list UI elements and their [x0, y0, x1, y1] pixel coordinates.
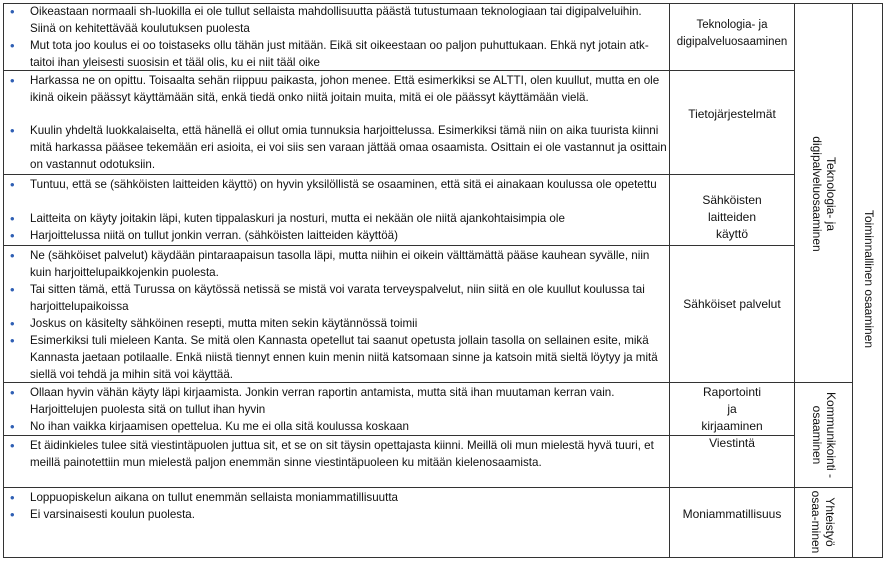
- quote-item: • Loppuopiskelun aikana on tullut enemmän sellaista moniammatillisuutta: [8, 489, 668, 506]
- group-label-cooperation: Yhteistyö osaa-minen: [809, 490, 837, 554]
- quote-item: • Ei varsinaisesti koulun puolesta.: [8, 506, 668, 523]
- quote-item: • Kuulin yhdeltä luokkalaiselta, että hänellä ei ollut omia tunnuksia harjoittelussa. Esimerkiksi tämä niin on aika tuurista kiinni mitä harkassa pääsee tekemään eri asioita, ei voi siis sen varaan jättää omaa osaamista. Osittain ei ole vastannut ja osittain on vastannut odotuksiin.: [8, 122, 668, 173]
- quote-item: • Et äidinkieles tulee sitä viestintäpuolen juttua sit, et se on sit täysin opettajasta kiinni. Meillä oli mun mielestä hyvä tuuri, et meillä painotettiin mun mielestä paljon enemmän sinne viestintäpuoleen ku mitään kielenosaamista.: [8, 437, 668, 471]
- quote-item: • Oikeastaan normaali sh-luokilla ei ole tullut sellaista mahdollisuutta päästä tutustumaan teknologiaan tai digipalveluihin. Siinä on kehitettävää koulutuksen puolesta: [8, 3, 668, 37]
- category-label: Sähköiset palvelut: [683, 297, 781, 311]
- column-divider-categories: [794, 3, 795, 558]
- quote-item: • No ihan vaikka kirjaamisen opettelua. Ku me ei olla sitä koulussa koskaan: [8, 418, 668, 435]
- column-divider-groups: [852, 3, 853, 558]
- row-divider: [3, 174, 795, 175]
- quote-item: • Tuntuu, että se (sähköisten laitteiden käyttö) on hyvin yksilöllistä se osaaminen, että sitä ei ainakaan koulussa ole opetettu: [8, 176, 668, 193]
- quote-item: • Esimerkiksi tuli mieleen Kanta. Se mitä olen Kannasta opetellut tai saanut opetusta jollain tasolla on sellainen esite, mikä Kannasta jaetaan potilaalle. Enkä niistä tiennyt ennen kuin menin niitä katsomaan sinne ja katsoin mitä sieltä löytyy ja mitä siellä voi tehdä ja mihin sitä voi käyttää.: [8, 332, 668, 383]
- category-label: Viestintä: [709, 436, 755, 450]
- quote-item: • Harkassa ne on opittu. Toisaalta sehän riippuu paikasta, johon menee. Että esimerkiksi se ALTTI, olen kuullut, mutta en ole ikinä oikein päässyt käyttämään sitä, enkä tiedä onko niitä joitain muita, mitä ei ole päässyt käyttämään vielä.: [8, 72, 668, 106]
- category-label: Moniammatillisuus: [682, 507, 782, 521]
- row-divider: [3, 487, 795, 488]
- column-divider-quotes: [669, 3, 670, 558]
- quote-item: • Joskus on käsitelty sähköinen resepti, mutta miten sekin käytännössä toimii: [8, 315, 668, 332]
- category-label: Tietojärjestelmät: [688, 107, 776, 121]
- quote-item: • Ollaan hyvin vähän käyty läpi kirjaamista. Jonkin verran raportin antamista, mutta sitä ihan muutaman kerran vain. Harjoittelujen puolesta sitä on tullut ihan hyvin: [8, 384, 668, 418]
- quote-item: • Laitteita on käyty joitakin läpi, kuten tippalaskuri ja nosturi, mutta ei nekään ole niitä ajankohtaisimpia ole: [8, 210, 668, 227]
- outer-label-functional-competence: Toiminnallinen osaaminen: [862, 209, 876, 349]
- category-label: Sähköisten laitteiden käyttö: [702, 193, 762, 241]
- group-divider: [794, 382, 853, 383]
- quote-item: • Harjoittelussa niitä on tullut jonkin verran. (sähköisten laitteiden käyttöä): [8, 227, 668, 244]
- quote-item: • Tai sitten tämä, että Turussa on käytössä netissä se mistä voi varata terveyspalvelut, niin siitä en ole kuullut koulussa tai harjoittelupaikoissa: [8, 281, 668, 315]
- group-label-technology: Teknologia- ja digipalveluosaaminen: [810, 136, 838, 252]
- table-border-right: [882, 3, 883, 558]
- quote-item: • Mut tota joo koulus ei oo toistaseks ollu tähän just mitään. Eikä sit oikeestaan oo paljon puhuttukaan. Ehkä nyt jotain atk-taitoi ihan yleisesti suosisin et tääl olis, ku ei niit tääl oike: [8, 37, 668, 71]
- table-border-left: [3, 3, 4, 558]
- table-border-bottom: [3, 557, 883, 558]
- category-label: Raportointi ja kirjaaminen: [701, 385, 763, 433]
- row-divider: [3, 245, 795, 246]
- category-label: Teknologia- ja digipalveluosaaminen: [676, 19, 788, 48]
- quote-item: • Ne (sähköiset palvelut) käydään pintaraapaisun tasolla läpi, mutta niihin ei oikein välttämättä pääse kauhean syvälle, niin kuin harjoittelupaikkojenkin puolesta.: [8, 247, 668, 281]
- group-label-communication: Kommunikointi -osaaminen: [810, 391, 838, 479]
